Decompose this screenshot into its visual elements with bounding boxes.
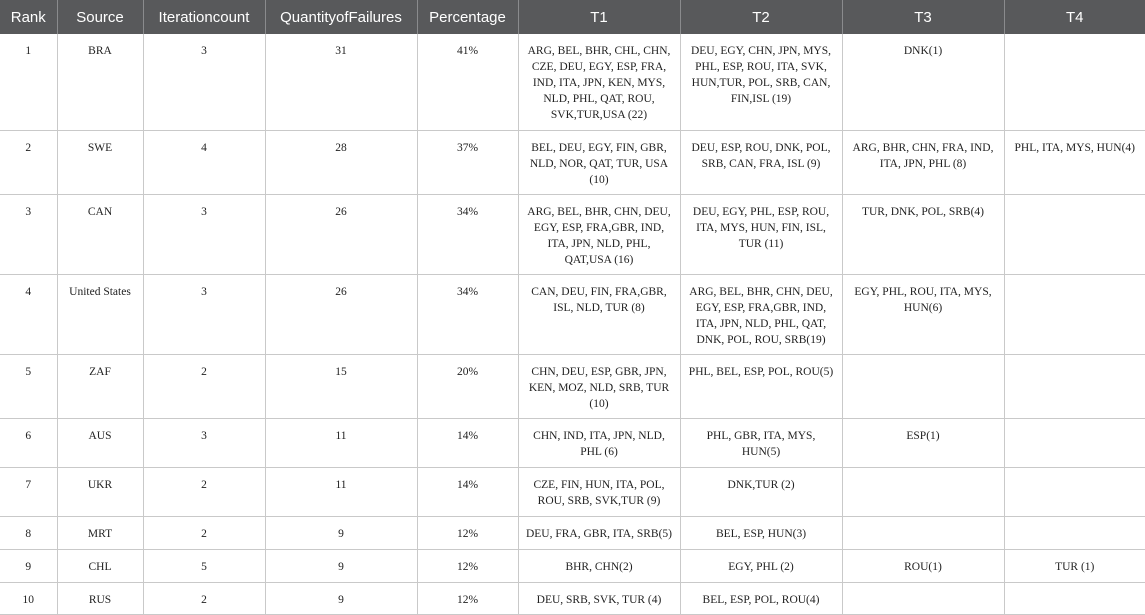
cell-t4 [1004, 418, 1145, 467]
cell-t4 [1004, 34, 1145, 130]
cell-t3: EGY, PHL, ROU, ITA, MYS, HUN(6) [842, 274, 1004, 354]
cell-t4 [1004, 582, 1145, 614]
cell-t4 [1004, 354, 1145, 418]
cell-source: MRT [57, 516, 143, 549]
cell-source: RUS [57, 582, 143, 614]
cell-t4 [1004, 194, 1145, 274]
cell-failures: 9 [265, 516, 417, 549]
cell-source: UKR [57, 467, 143, 516]
cell-t1: ARG, BEL, BHR, CHN, DEU, EGY, ESP, FRA,GBR, IND, ITA, JPN, NLD, PHL, QAT,USA (16) [518, 194, 680, 274]
cell-percentage: 34% [417, 274, 518, 354]
cell-source: SWE [57, 130, 143, 194]
cell-t1: CHN, IND, ITA, JPN, NLD, PHL (6) [518, 418, 680, 467]
table-row [0, 549, 1145, 582]
cell-t2: ARG, BEL, BHR, CHN, DEU, EGY, ESP, FRA,GBR, IND, ITA, JPN, NLD, PHL, QAT, DNK, POL, ROU, SRB(19) [680, 274, 842, 354]
table-row [0, 274, 1145, 354]
cell-failures: 11 [265, 418, 417, 467]
header-iterationcount: Iterationcount [143, 0, 265, 34]
cell-iterationcount: 3 [143, 194, 265, 274]
cell-rank: 8 [0, 516, 57, 549]
table-row [0, 130, 1145, 194]
cell-source: CAN [57, 194, 143, 274]
cell-t2: DNK,TUR (2) [680, 467, 842, 516]
cell-t3 [842, 354, 1004, 418]
cell-t1: DEU, SRB, SVK, TUR (4) [518, 582, 680, 614]
cell-t2: BEL, ESP, POL, ROU(4) [680, 582, 842, 614]
cell-rank: 1 [0, 34, 57, 130]
cell-t4 [1004, 274, 1145, 354]
cell-t3: TUR, DNK, POL, SRB(4) [842, 194, 1004, 274]
table-row [0, 194, 1145, 274]
cell-percentage: 12% [417, 516, 518, 549]
cell-source: CHL [57, 549, 143, 582]
cell-failures: 15 [265, 354, 417, 418]
cell-source: United States [57, 274, 143, 354]
cell-percentage: 20% [417, 354, 518, 418]
cell-failures: 26 [265, 274, 417, 354]
cell-t3: ARG, BHR, CHN, FRA, IND, ITA, JPN, PHL (8) [842, 130, 1004, 194]
cell-failures: 26 [265, 194, 417, 274]
cell-iterationcount: 2 [143, 354, 265, 418]
cell-percentage: 14% [417, 418, 518, 467]
cell-rank: 6 [0, 418, 57, 467]
cell-t1: BEL, DEU, EGY, FIN, GBR, NLD, NOR, QAT, TUR, USA (10) [518, 130, 680, 194]
cell-percentage: 14% [417, 467, 518, 516]
cell-t3 [842, 582, 1004, 614]
table-body [0, 34, 1145, 614]
table-row [0, 418, 1145, 467]
header-t2: T2 [680, 0, 842, 34]
cell-rank: 10 [0, 582, 57, 614]
cell-t1: CHN, DEU, ESP, GBR, JPN, KEN, MOZ, NLD, SRB, TUR (10) [518, 354, 680, 418]
header-source: Source [57, 0, 143, 34]
table-row [0, 582, 1145, 614]
cell-t2: DEU, EGY, CHN, JPN, MYS, PHL, ESP, ROU, ITA, SVK, HUN,TUR, POL, SRB, CAN, FIN,ISL (19) [680, 34, 842, 130]
cell-t2: PHL, BEL, ESP, POL, ROU(5) [680, 354, 842, 418]
header-row [0, 0, 1145, 34]
table-row [0, 467, 1145, 516]
cell-iterationcount: 2 [143, 516, 265, 549]
cell-percentage: 12% [417, 582, 518, 614]
cell-t2: DEU, ESP, ROU, DNK, POL, SRB, CAN, FRA, ISL (9) [680, 130, 842, 194]
cell-percentage: 37% [417, 130, 518, 194]
cell-failures: 11 [265, 467, 417, 516]
cell-t1: BHR, CHN(2) [518, 549, 680, 582]
cell-failures: 9 [265, 549, 417, 582]
cell-t3: ROU(1) [842, 549, 1004, 582]
cell-failures: 28 [265, 130, 417, 194]
cell-t1: CZE, FIN, HUN, ITA, POL, ROU, SRB, SVK,TUR (9) [518, 467, 680, 516]
cell-t2: BEL, ESP, HUN(3) [680, 516, 842, 549]
header-t1: T1 [518, 0, 680, 34]
cell-rank: 2 [0, 130, 57, 194]
cell-iterationcount: 3 [143, 274, 265, 354]
cell-failures: 9 [265, 582, 417, 614]
cell-t2: EGY, PHL (2) [680, 549, 842, 582]
cell-t3: ESP(1) [842, 418, 1004, 467]
cell-t2: PHL, GBR, ITA, MYS, HUN(5) [680, 418, 842, 467]
cell-source: AUS [57, 418, 143, 467]
header-quantity-of-failures: QuantityofFailures [265, 0, 417, 34]
cell-iterationcount: 2 [143, 582, 265, 614]
cell-iterationcount: 4 [143, 130, 265, 194]
cell-t3 [842, 467, 1004, 516]
cell-t3: DNK(1) [842, 34, 1004, 130]
header-rank: Rank [0, 0, 57, 34]
table-row [0, 516, 1145, 549]
cell-percentage: 34% [417, 194, 518, 274]
cell-t1: DEU, FRA, GBR, ITA, SRB(5) [518, 516, 680, 549]
cell-t4 [1004, 516, 1145, 549]
table-header [0, 0, 1145, 34]
cell-rank: 3 [0, 194, 57, 274]
cell-t1: ARG, BEL, BHR, CHL, CHN, CZE, DEU, EGY, ESP, FRA, IND, ITA, JPN, KEN, MYS, NLD, PHL, QAT, ROU, SVK,TUR,USA (22) [518, 34, 680, 130]
cell-t4: PHL, ITA, MYS, HUN(4) [1004, 130, 1145, 194]
table-row [0, 34, 1145, 130]
cell-t2: DEU, EGY, PHL, ESP, ROU, ITA, MYS, HUN, FIN, ISL, TUR (11) [680, 194, 842, 274]
cell-iterationcount: 5 [143, 549, 265, 582]
header-t4: T4 [1065, 8, 1084, 26]
cell-iterationcount: 3 [143, 418, 265, 467]
cell-rank: 9 [0, 549, 57, 582]
cell-t3 [842, 516, 1004, 549]
cell-iterationcount: 2 [143, 467, 265, 516]
cell-rank: 5 [0, 354, 57, 418]
cell-source: ZAF [57, 354, 143, 418]
cell-percentage: 41% [417, 34, 518, 130]
cell-iterationcount: 3 [143, 34, 265, 130]
cell-percentage: 12% [417, 549, 518, 582]
cell-t1: CAN, DEU, FIN, FRA,GBR, ISL, NLD, TUR (8) [518, 274, 680, 354]
cell-rank: 7 [0, 467, 57, 516]
header-t3: T3 [842, 0, 1004, 34]
table-row [0, 354, 1145, 418]
cell-failures: 31 [265, 34, 417, 130]
cell-t4: TUR (1) [1004, 549, 1145, 582]
cell-rank: 4 [0, 274, 57, 354]
cell-t4 [1004, 467, 1145, 516]
cell-source: BRA [57, 34, 143, 130]
header-percentage: Percentage [417, 0, 518, 34]
